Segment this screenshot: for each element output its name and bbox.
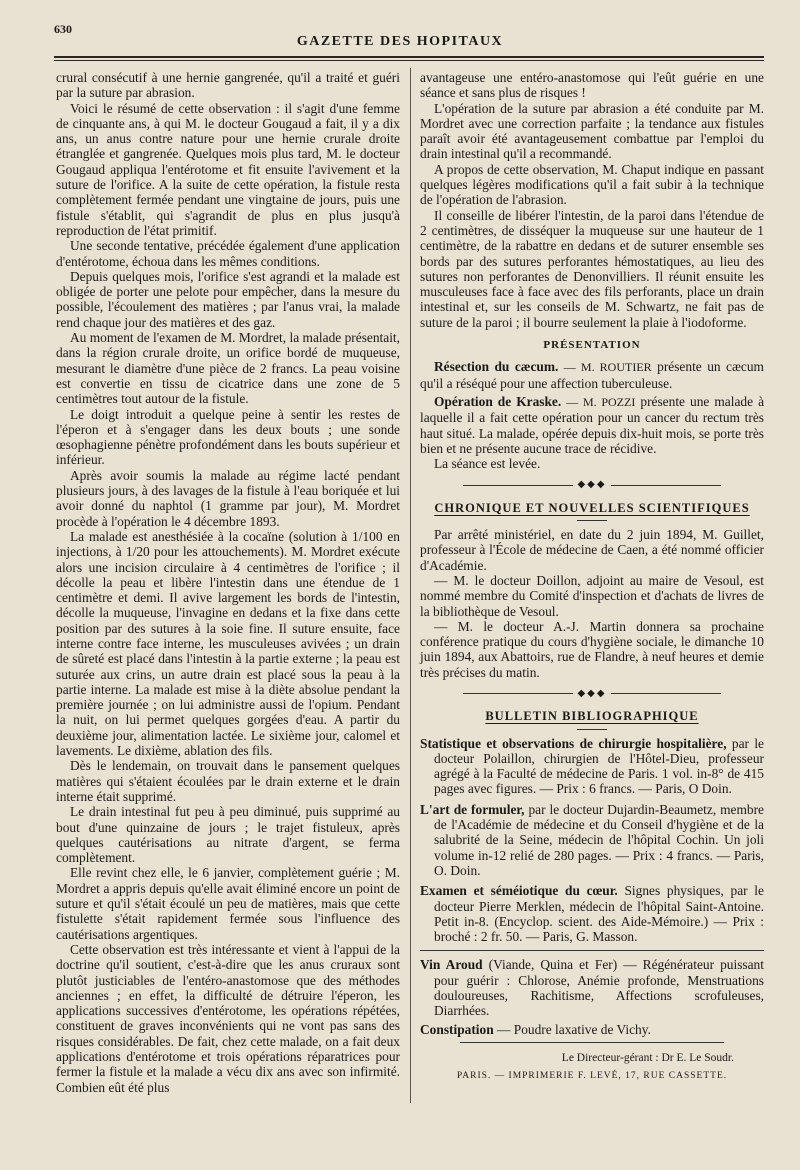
section-heading-chronique: CHRONIQUE ET NOUVELLES SCIENTIFIQUES	[434, 500, 750, 515]
item-title: Résection du cæcum.	[434, 359, 559, 375]
paragraph: A propos de cette observation, M. Chaput indique en passant quelques légères modifications qu'il a fait subir à la technique de l'opération de l'abrasion.	[420, 161, 764, 208]
ad-text: — Poudre laxative de Vichy.	[497, 1021, 651, 1037]
page-number: 630	[54, 22, 72, 36]
paragraph: Il conseille de libérer l'intestin, de la paroi dans l'étendue de 2 centimètres, de disséquer la muqueuse sur une hauteur de 1 centimètre, de la rabattre en dedans et de suturer ensemble ses bords par des sutures perforantes hémostatiques, au lieu des sutures non perforantes de Denonvilliers. Il réunit ensuite les musculeuses face à face avec des fils perforants, place un drain intestinal et, sur les conseils de M. Schwartz, ne fait pas de suture de la paroi ; il bourre seulement la plaie à l'iodoforme.	[420, 207, 764, 330]
paragraph: Le doigt introduit a quelque peine à sentir les restes de l'éperon et à s'engager dans les deux bouts ; une sonde œsophagienne pénètre profondément dans les bouts supérieur et inférieur.	[56, 406, 400, 468]
entry-text: par le docteur Dujardin-Beaumetz, membre de l'Académie de médecine et du Conseil d'hygiène et de la salubrité de la Seine, médecin de l'hôpital Cochin. Un joli volume in-12 relié de 280 pages. — Prix : 4 francs. — Paris, O. Doin.	[434, 801, 765, 878]
entry-title: Examen et séméiotique du cœur.	[420, 883, 618, 899]
paragraph: Elle revint chez elle, le 6 janvier, complètement guérie ; M. Mordret a appris depuis qu'elle avait éliminé encore un point de suture et qu'il s'était écoulé un peu de matières, mais que cette fistulette s'était rapidement fermée sous l'influence des cautérisations argentiques.	[56, 865, 400, 942]
header-rule-thin	[54, 60, 764, 61]
ornament-rule: ◆◆◆	[420, 477, 764, 492]
paragraph: Cette observation est très intéressante et vient à l'appui de la doctrine qu'il soutient, c'est-à-dire que les anus cruraux sont plutôt justiciables de l'entéro-anastomose que des méthodes anciennes ; en effet, la difficulté de détruire l'éperon, les applications successives d'entérotome, les opérations répétées, constituent de graves inconvénients qui ne vont pas sans des risques considérables. De fait, chez cette malade, on a fait deux applications d'entérotome et trois opérations réparatrices pour fermer la fistule et la malade a vécu dix ans avec son infirmité. Combien eût été plus	[56, 941, 400, 1095]
item-title: Opération de Kraske.	[434, 393, 562, 409]
entry-text: par le docteur Polaillon, chirurgien de l'Hôtel-Dieu, professeur agrégé à la Faculté de médecine de Paris. 1 vol. in-8° de 415 pages avec figures. — Prix : 6 francs. — Paris, O Doin.	[434, 735, 764, 797]
paragraph: Voici le résumé de cette observation : il s'agit d'une femme de cinquante ans, à qui M. le docteur Gougaud a fait, il y a dix ans, un anus contre nature pour une hernie crurale droite étranglée et gangrenée. Quelques mois plus tard, M. le docteur Gougaud appliqua l'entérotome et fit ensuite l'avivement et la suture de l'orifice. A la suite de cette opération, la fistule resta complètement fermée pendant une vingtaine de jours, puis une fistule s'établit, qui s'agrandit de plus en plus jusqu'à reproduction de l'état primitif.	[56, 100, 400, 238]
section-heading-bulletin: BULLETIN BIBLIOGRAPHIQUE	[485, 709, 699, 724]
news-item: — M. le docteur A.-J. Martin donnera sa prochaine conférence pratique du cours d'hygiène sociale, le dimanche 10 juin 1894, aux Abattoirs, rue de Flandre, à neuf heures et demie très précises du matin.	[420, 618, 764, 680]
news-item: — M. le docteur Doillon, adjoint au maire de Vesoul, est nommé membre du Comité d'inspection et d'achats de livres de la bibliothèque de Vesoul.	[420, 572, 764, 619]
signature-rule	[460, 1042, 724, 1043]
bibliography-entry	[420, 802, 764, 878]
paragraph: Au moment de l'examen de M. Mordret, la malade présentait, dans la région crurale droite, un orifice bordé de muqueuse, mesurant le diamètre d'une pièce de 2 francs. La peau voisine est convertie en tissu de cicatrice dans une zone de 5 centimètres tout autour de la fistule.	[56, 330, 400, 407]
presentation-item	[420, 394, 764, 456]
section-heading-presentation: PRÉSENTATION	[543, 339, 641, 352]
item-text: présente une malade à laquelle il a fait cette opération pour un cancer du rectum très haut situé. La malade, opérée depuis dix-huit mois, se porte très bien et ne présente aucune trace de récidive.	[420, 393, 765, 456]
ad-title: Vin Aroud	[420, 957, 483, 973]
paragraph: crural consécutif à une hernie gangrenée, qu'il a traité et guéri par la suture par abrasion.	[56, 70, 400, 101]
paragraph: Après avoir soumis la malade au régime lacté pendant plusieurs jours, à des lavages de la fistule à l'eau boriquée et lui avoir donné du naphtol (1 gramme par jour), M. Mordret procède à l'opération le 4 décembre 1893.	[56, 467, 400, 529]
left-column	[56, 70, 400, 1095]
closing-line: La séance est levée.	[434, 456, 541, 472]
ad-title: Constipation	[420, 1021, 494, 1037]
running-title: GAZETTE DES HOPITAUX	[296, 34, 504, 49]
header-rule	[54, 56, 764, 58]
paragraph: Une seconde tentative, précédée également d'une application d'entérotome, échoua dans les mêmes conditions.	[56, 238, 400, 269]
bibliography-entry	[420, 883, 764, 944]
column-divider	[410, 68, 411, 1103]
printer-line: PARIS. — IMPRIMERIE F. LEVÉ, 17, RUE CASSETTE.	[456, 1071, 728, 1082]
ad-text: (Viande, Quina et Fer) — Régénérateur puissant pour guérir : Chlorose, Anémie profonde, Menstruations douloureuses, Rachitisme, Affections scrofuleuses, Diarrhées.	[434, 957, 764, 1019]
item-author: — M. ROUTIER	[563, 360, 652, 375]
short-rule	[577, 520, 607, 521]
signature: Le Directeur-gérant : Dr E. Le Soudr.	[561, 1051, 734, 1064]
item-author: — M. POZZI	[566, 394, 636, 409]
paragraph: avantageuse une entéro-anastomose qui l'eût guérie en une séance et sans plus de risques !	[420, 70, 764, 101]
ornament-rule: ◆◆◆	[420, 686, 764, 701]
item-text: présente un cæcum qu'il a réséqué pour une affection tuberculeuse.	[420, 359, 764, 391]
paragraph: Depuis quelques mois, l'orifice s'est agrandi et la malade est obligée de porter une pelote pour empêcher, dans la mesure du possible, l'écoulement des matières ; par l'anus vrai, la malade rend chaque jour des matières et des gaz.	[56, 268, 400, 330]
paragraph: La malade est anesthésiée à la cocaïne (solution à 1/100 en injections, à 1/20 pour les attouchements). M. Mordret exécute alors une incision circulaire à 4 centimètres de l'orifice ; il décolle la peau et libère l'intestin dans une étendue de 1 centimètre et demi. Il avive largement les bords de l'intestin, décolle la muqueuse, l'invagine en dedans et la fixe dans cette position par des sutures à la soie fine. Il suture ensuite, face interne contre face interne, les musculeuses avivées ; un drain de sûreté est placé dans l'intestin à la partie externe ; la peau est suturée aux crins, un autre drain est placé sous la peau à la partie interne. La malade est mise à la diète absolue pendant la première journée ; on lui administre aussi de l'opium. Pendant la nuit, on lui permet quelques gorgées d'eau. A partir du deuxième jour, alimentation lactée. Le sixième jour, calomel et lavements. Le dixième, ablation des fils.	[56, 528, 400, 759]
paragraph: Dès le lendemain, on trouvait dans le pansement quelques matières qui s'étaient écoulées par le drain externe et le drain interne était supprimé.	[56, 758, 400, 804]
entry-text: Signes physiques, par le docteur Pierre Merklen, médecin de l'hôpital Saint-Antoine. Petit in-8. (Encyclop. scient. des Aide-Mémoire.) — Prix : broché : 2 fr. 50. — Paris, G. Masson.	[434, 883, 764, 945]
entry-title: Statistique et observations de chirurgie hospitalière,	[420, 735, 727, 751]
advertisement	[420, 1022, 764, 1037]
right-column	[420, 70, 764, 1085]
news-item: Par arrêté ministériel, en date du 2 juin 1894, M. Guillet, professeur à l'École de médecine de Caen, a été nommé officier d'Académie.	[420, 527, 764, 573]
ad-separator	[420, 950, 764, 951]
advertisement	[420, 957, 764, 1018]
entry-title: L'art de formuler,	[420, 801, 525, 817]
presentation-item	[420, 359, 764, 391]
short-rule	[577, 729, 607, 730]
bibliography-entry	[420, 736, 764, 797]
paragraph: L'opération de la suture par abrasion a été conduite par M. Mordret avec une correction parfaite ; la tendance aux fistules paraît avoir été avantageusement combattue par l'emploi du drain intestinal qu'il a recommandé.	[420, 100, 764, 162]
paragraph: Le drain intestinal fut peu à peu diminué, puis supprimé au bout d'une quinzaine de jours ; le trajet fistuleux, après quelques cautérisations au nitrate d'argent, se ferma complètement.	[56, 804, 400, 866]
